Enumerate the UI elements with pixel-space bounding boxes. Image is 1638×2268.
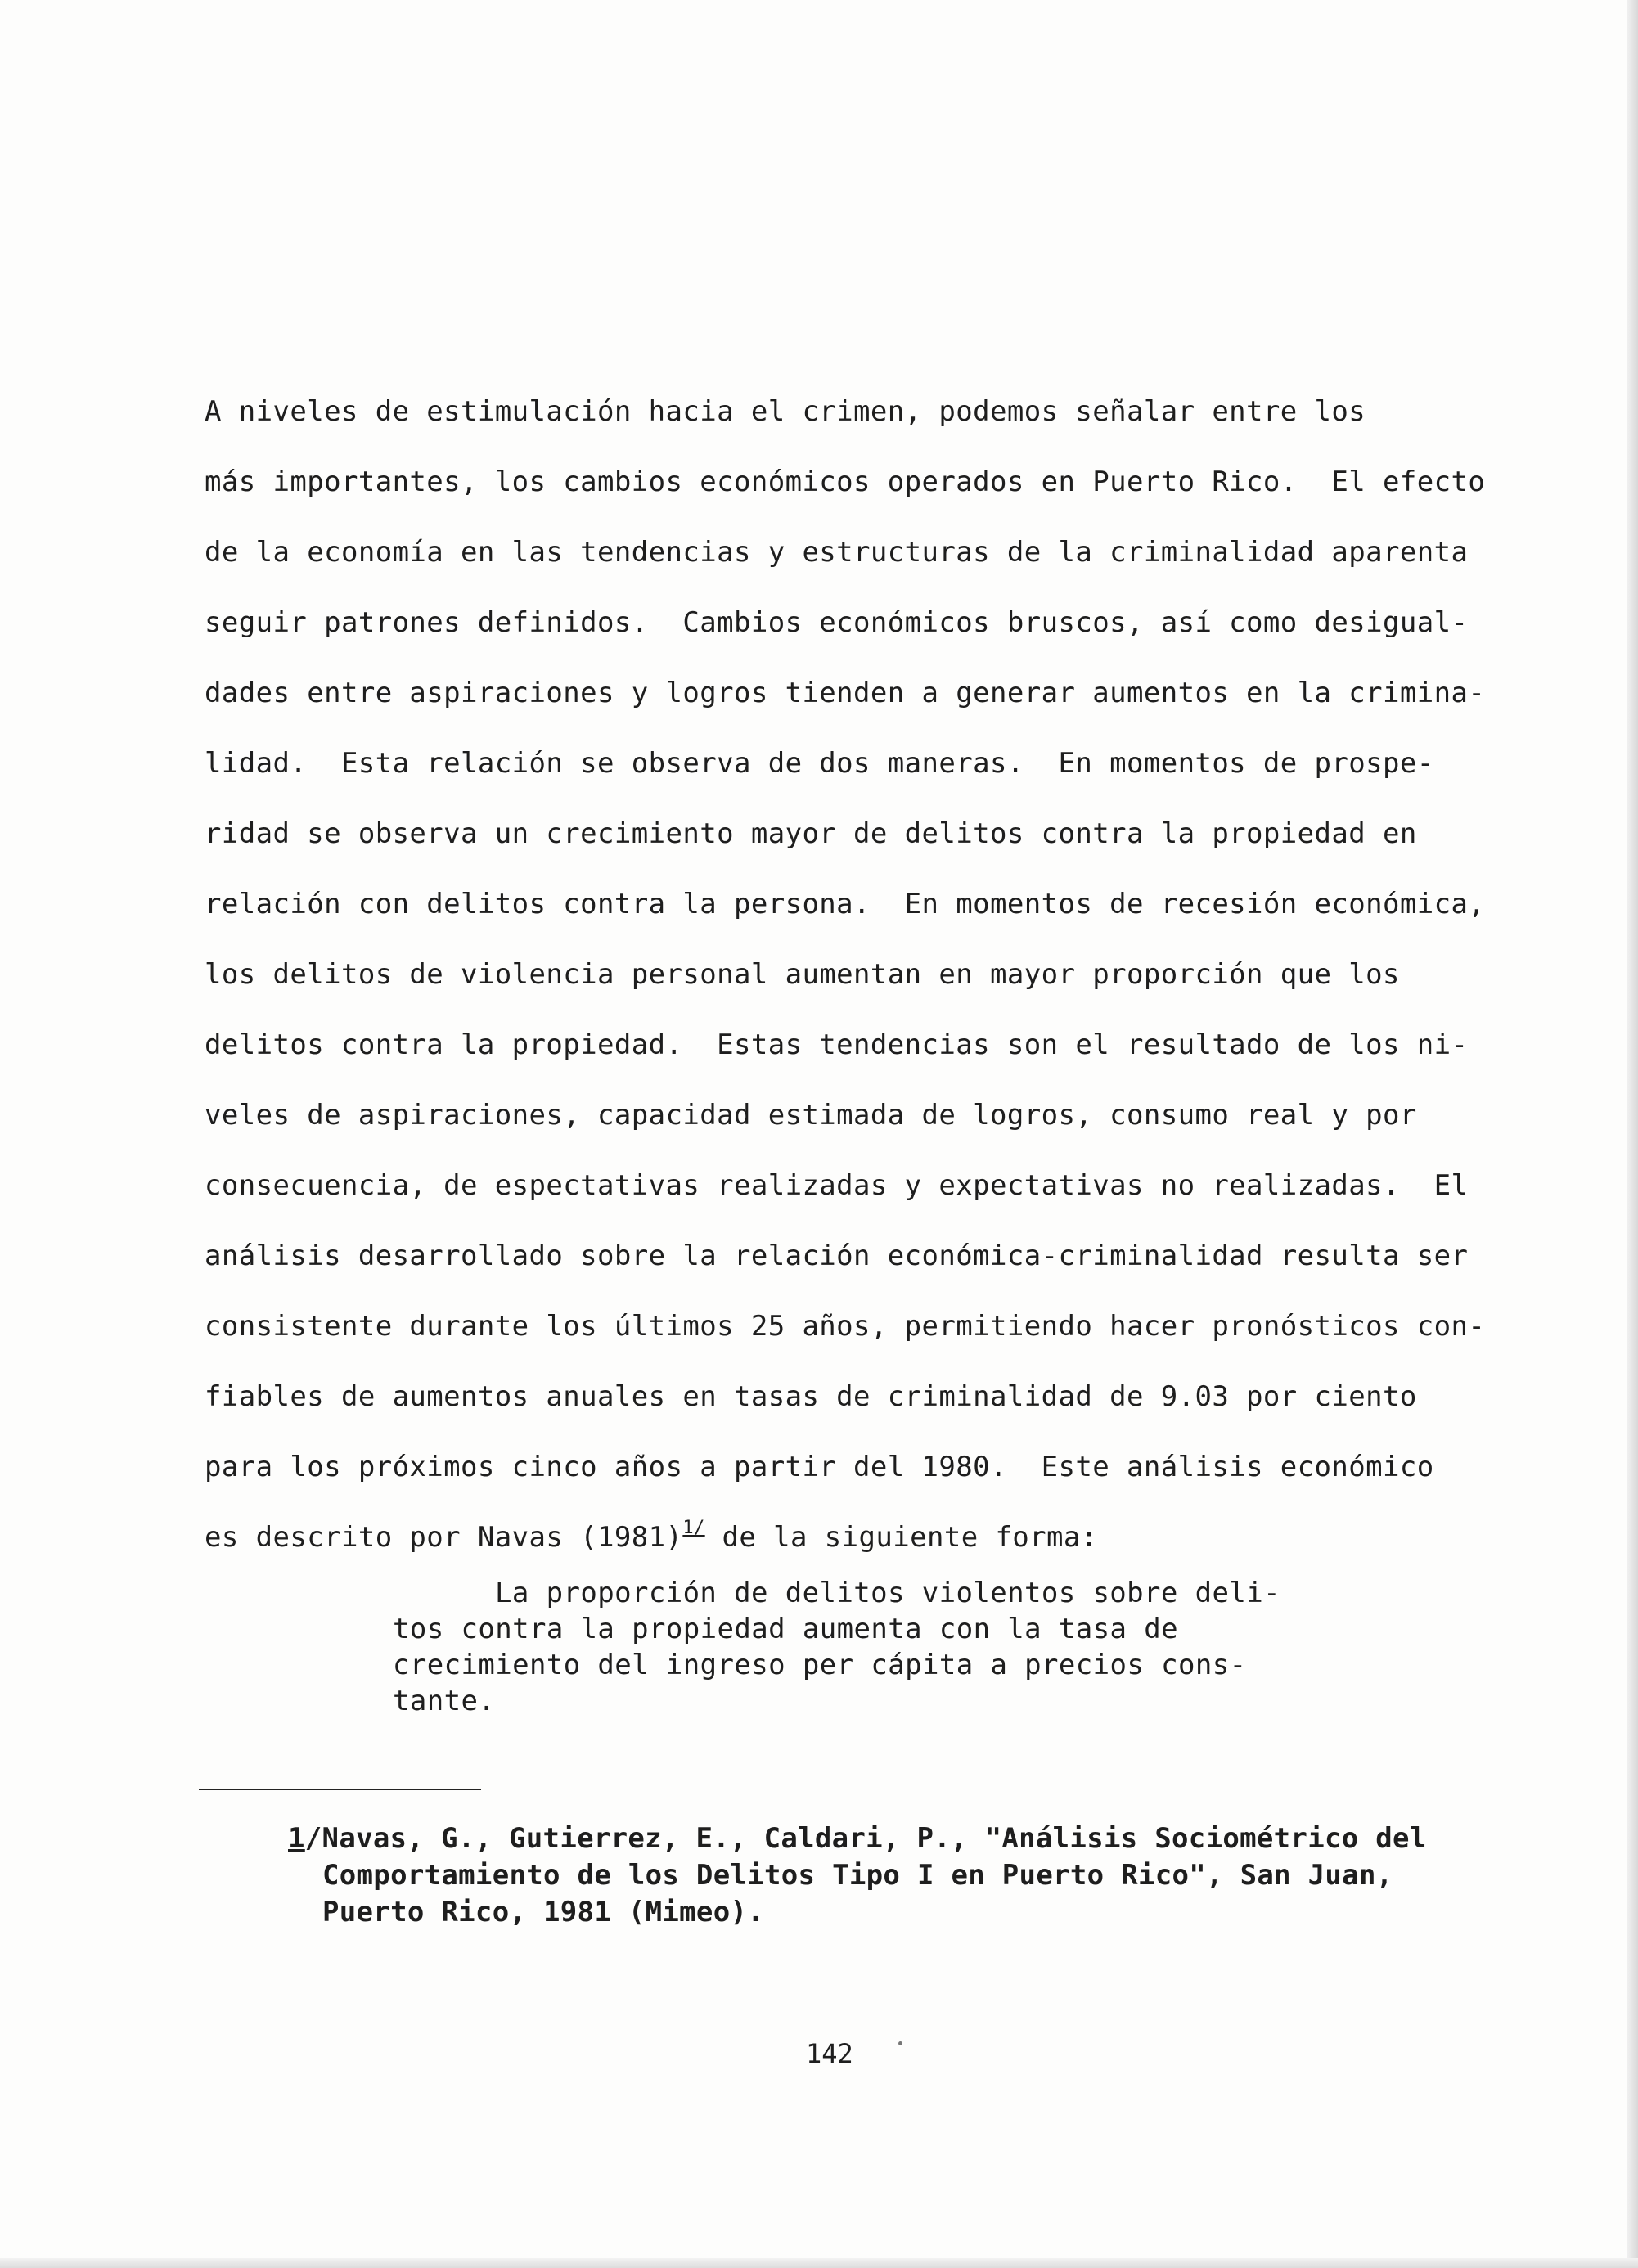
scan-speck (898, 2041, 902, 2045)
paragraph-line: relación con delitos contra la persona. En momentos de recesión económica, (205, 888, 1486, 920)
footnote-separator (199, 1789, 481, 1790)
paragraph-line: análisis desarrollado sobre la relación económica-criminalidad resulta ser (205, 1240, 1469, 1272)
paragraph-line: seguir patrones definidos. Cambios económicos bruscos, así como desigual- (205, 606, 1469, 639)
paragraph-line: fiables de aumentos anuales en tasas de criminalidad de 9.03 por ciento (205, 1380, 1417, 1413)
quote-line: La proporción de delitos violentos sobre deli- (495, 1577, 1281, 1609)
paragraph-line: A niveles de estimulación hacia el crimen, podemos señalar entre los (205, 395, 1366, 428)
quote-line: crecimiento del ingreso per cápita a precios cons- (393, 1649, 1247, 1681)
scan-edge (0, 2258, 1638, 2268)
footnote-line (288, 1820, 1515, 1857)
paragraph-line: delitos contra la propiedad. Estas tendencias son el resultado de los ni- (205, 1028, 1469, 1061)
paragraph-last-line-start: es descrito por Navas (1981) (205, 1521, 683, 1554)
paragraph-line: lidad. Esta relación se observa de dos maneras. En momentos de prospe- (205, 747, 1434, 780)
footnote-number: 1 (288, 1822, 305, 1855)
footnote-text: /Navas, G., Gutierrez, E., Caldari, P., "Análisis Sociométrico del (304, 1822, 1427, 1855)
quote-line: tante. (393, 1685, 496, 1717)
page-number: 142 (806, 2038, 853, 2069)
paragraph-line: consecuencia, de espectativas realizadas y expectativas no realizadas. El (205, 1169, 1469, 1202)
footnote-line: Comportamiento de los Delitos Tipo I en Puerto Rico", San Juan, (322, 1859, 1393, 1892)
paragraph-line: veles de aspiraciones, capacidad estimada de logros, consumo real y por (205, 1099, 1417, 1132)
quote-line: tos contra la propiedad aumenta con la tasa de (393, 1613, 1179, 1645)
paragraph-last-line-end: de la siguiente forma: (704, 1521, 1098, 1554)
paragraph-last-line (205, 1502, 1514, 1573)
paragraph-line: dades entre aspiraciones y logros tienden a generar aumentos en la crimina- (205, 677, 1486, 709)
paragraph-line: los delitos de violencia personal aumentan en mayor proporción que los (205, 958, 1400, 991)
paragraph-line: más importantes, los cambios económicos operados en Puerto Rico. El efecto (205, 466, 1486, 498)
paragraph-line: para los próximos cinco años a partir del 1980. Este análisis económico (205, 1451, 1434, 1483)
body-paragraph (205, 376, 1514, 1573)
scan-edge (1627, 0, 1638, 2268)
paragraph-line: de la economía en las tendencias y estructuras de la criminalidad aparenta (205, 536, 1469, 569)
footnote (288, 1820, 1515, 1931)
paragraph-line: consistente durante los últimos 25 años, permitiendo hacer pronósticos con- (205, 1310, 1486, 1343)
footnote-reference: 1/ (682, 1518, 705, 1538)
footnote-line: Puerto Rico, 1981 (Mimeo). (322, 1896, 765, 1928)
paragraph-line: ridad se observa un crecimiento mayor de delitos contra la propiedad en (205, 817, 1417, 850)
block-quote (393, 1575, 1375, 1719)
